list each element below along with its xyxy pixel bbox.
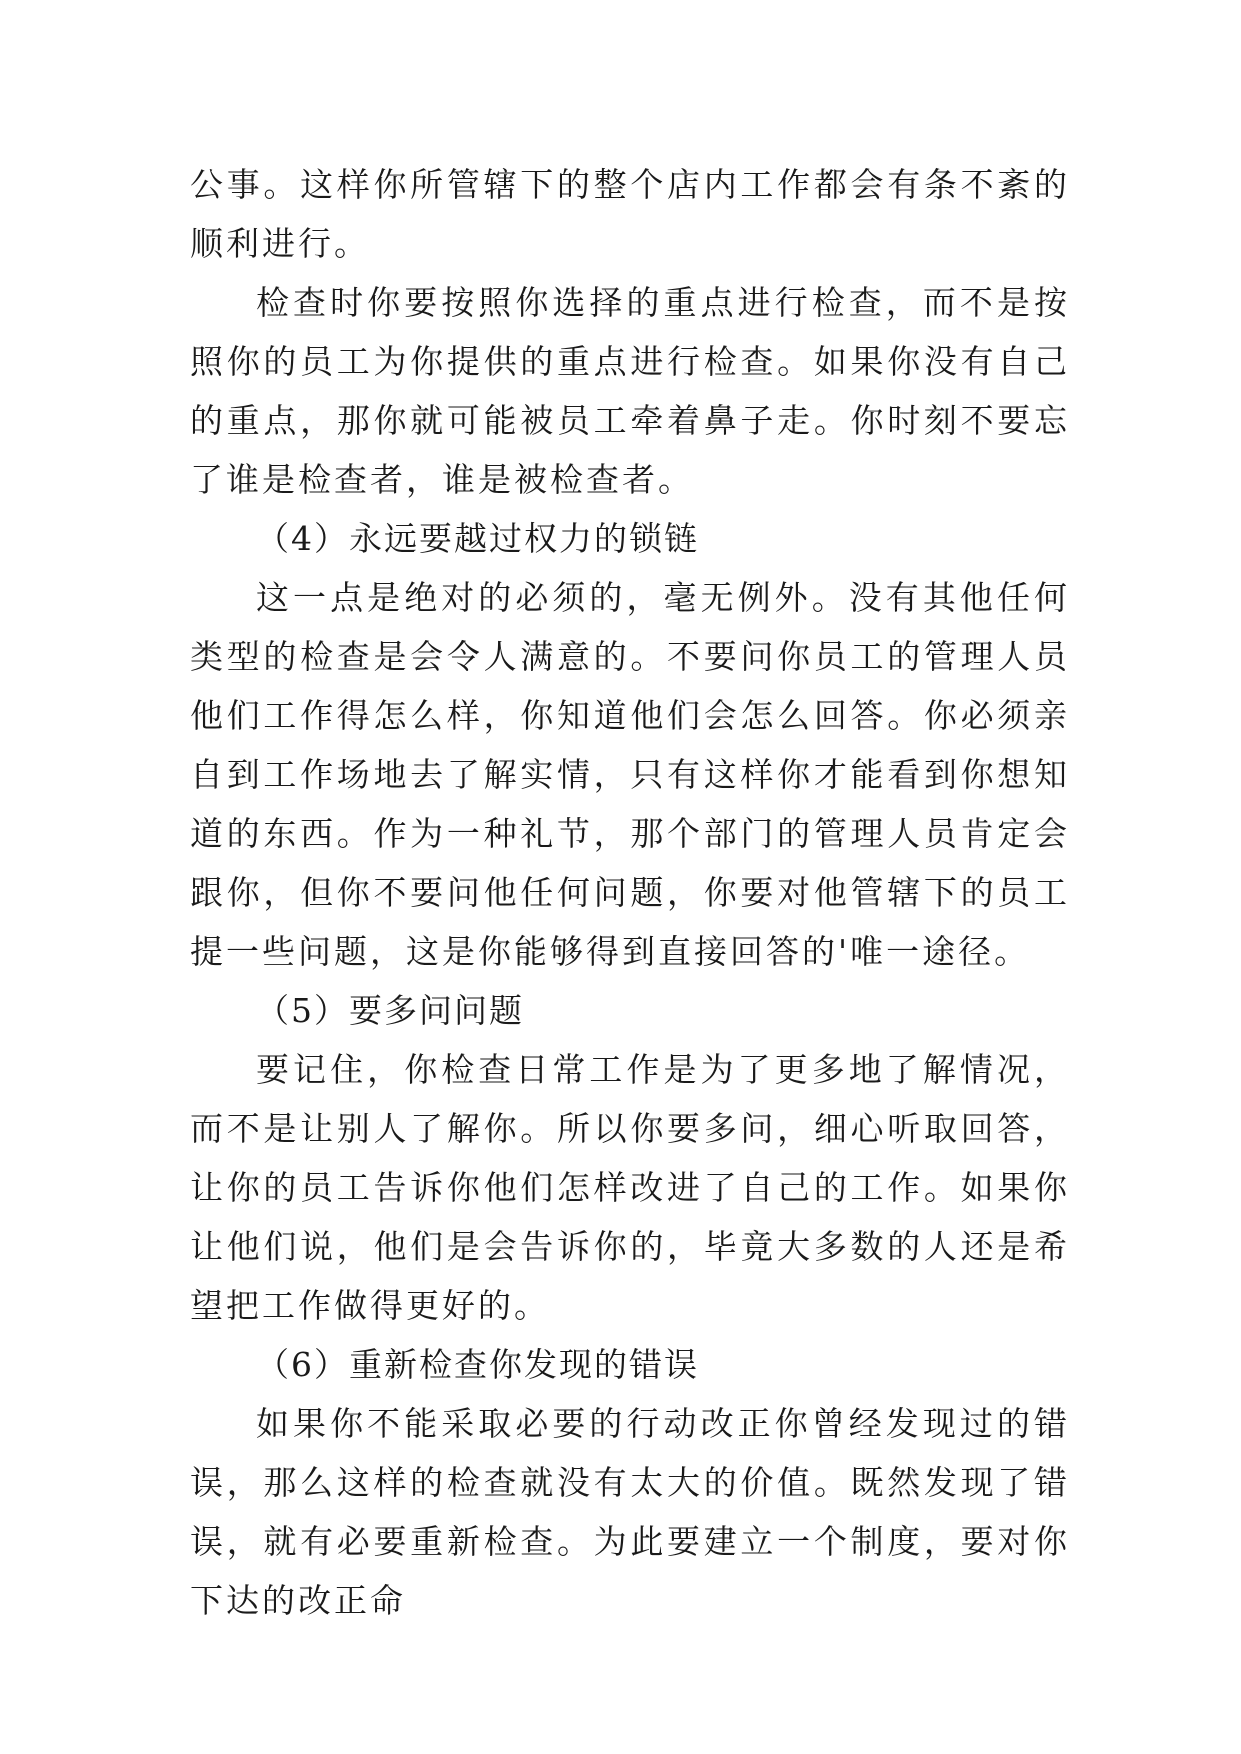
document-body [190,155,1070,1630]
paragraph-ask-questions: 要记住，你检查日常工作是为了更多地了解情况，而不是让别人了解你。所以你要多问，细心听取回答，让你的员工告诉你他们怎样改进了自己的工作。如果你让他们说，他们是会告诉你的，毕竟大多数的人还是希望把工作做得更好的。 [190,1050,1070,1325]
section-heading-6: （6）重新检查你发现的错误 [256,1345,699,1384]
paragraph-recheck-errors: 如果你不能采取必要的行动改正你曾经发现过的错误，那么这样的检查就没有太大的价值。既然发现了错误，就有必要重新检查。为此要建立一个制度，要对你下达的改正命 [190,1404,1070,1620]
paragraph-bypass-chain: 这一点是绝对的必须的，毫无例外。没有其他任何类型的检查是会令人满意的。不要问你员工的管理人员他们工作得怎么样，你知道他们会怎么回答。你必须亲自到工作场地去了解实情，只有这样你才能看到你想知道的东西。作为一种礼节，那个部门的管理人员肯定会跟你，但你不要问他任何问题，你要对他管辖下的员工提一些问题，这是你能够得到直接回答的'唯一途径。 [190,578,1070,971]
section-heading-4: （4）永远要越过权力的锁链 [256,519,699,558]
paragraph-continuation: 公事。这样你所管辖下的整个店内工作都会有条不紊的顺利进行。 [190,165,1070,263]
paragraph-inspection-focus: 检查时你要按照你选择的重点进行检查，而不是按照你的员工为你提供的重点进行检查。如果你没有自己的重点，那你就可能被员工牵着鼻子走。你时刻不要忘了谁是检查者，谁是被检查者。 [190,283,1070,499]
section-heading-5: （5）要多问问题 [256,991,524,1030]
